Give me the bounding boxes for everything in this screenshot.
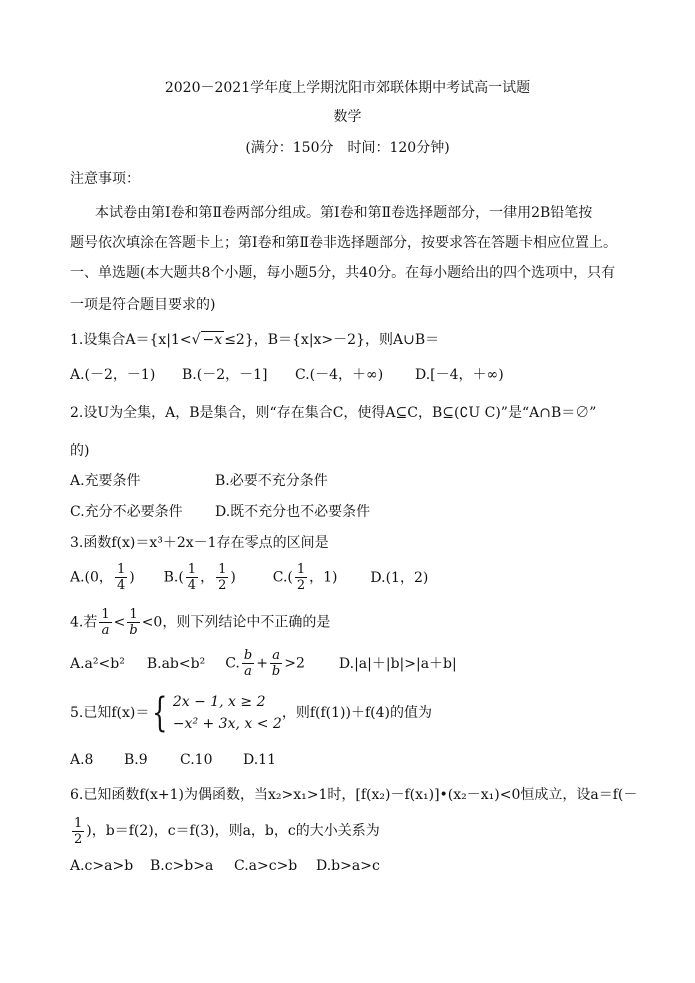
- q1-option-c: C.(－4，＋∞): [295, 367, 384, 383]
- q2-option-c: C.充分不必要条件: [70, 504, 183, 520]
- notes-line-2: 题号依次填涂在答题卡上；第Ⅰ卷和第Ⅱ卷非选择题部分，按要求答在答题卡相应位置上。: [70, 235, 618, 251]
- section-heading-line-2: 一项是符合题目要求的): [70, 297, 216, 313]
- q3-option-a: A.(0， $\frac{1}{4}$ ): [70, 562, 135, 593]
- question-4: 4.若 $\frac{1}{a}$ < $\frac{1}{b}$ <0，则下列结论中不正确的是: [70, 607, 331, 638]
- q6-option-c: C.a>c>b: [234, 858, 298, 874]
- q3-option-d: D.(1，2): [370, 569, 429, 586]
- q4-option-b: B.ab<b²: [146, 655, 206, 672]
- section-heading-line-1: 一、单选题(本大题共8个小题，每小题5分，共40分。在每小题给出的四个选项中，只有: [70, 265, 616, 281]
- question-1: [70, 331, 439, 349]
- question-6-line-1: 6.已知函数f(x+1)为偶函数，当x₂>x₁>1时，[f(x₂)－f(x₁)]•(x₂－x₁)<0恒成立，设a＝f(－: [70, 787, 638, 803]
- q6-option-a: A.c>a>b: [70, 858, 134, 874]
- q3-option-c: C.( $\frac{1}{2}$ ，1): [272, 562, 338, 593]
- sqrt-expr: √ −x: [191, 332, 223, 348]
- q4-option-d: D.|a|＋|b|>|a＋b|: [338, 655, 457, 672]
- q5-option-b: B.9: [124, 752, 148, 768]
- exam-meta: (满分：150分 时间：120分钟): [245, 140, 450, 156]
- notes-heading: 注意事项：: [70, 171, 140, 187]
- q4-option-a: A.a²<b²: [70, 655, 125, 672]
- notes-line-1: 本试卷由第Ⅰ卷和第Ⅱ卷两部分组成。第Ⅰ卷和第Ⅱ卷选择题部分，一律用2B铅笔按: [95, 205, 593, 221]
- question-5: 5.已知f(x)＝ { 2x − 1, x ≥ 2 −x² + 3x, x < 2 ，则f(f(1))＋f(4)的值为: [70, 690, 432, 736]
- q2-options-row-2: [70, 503, 370, 521]
- q1-text-post: ≤2}，B＝{x|x>－2}，则A∪B＝: [224, 332, 440, 348]
- q4-option-c: C. $\frac{b}{a}$ + $\frac{a}{b}$ >2: [225, 648, 305, 679]
- q2-options-row-1: [70, 472, 328, 490]
- q1-options: [70, 366, 504, 384]
- q3-options: [70, 562, 428, 593]
- q2-option-a: A.充要条件: [70, 473, 141, 489]
- q1-option-a: A.(－2，－1): [70, 367, 156, 383]
- piecewise-function: { 2x − 1, x ≥ 2 −x² + 3x, x < 2: [152, 690, 282, 736]
- q1-option-b: B.(－2，－1]: [182, 367, 268, 383]
- q6-option-d: D.b>a>c: [316, 858, 380, 874]
- q5-option-c: C.10: [180, 752, 213, 768]
- question-2-line-1: 2.设U为全集，A，B是集合，则“存在集合C，使得A⊆C，B⊆(∁U C)”是“A∩B＝∅”: [70, 405, 597, 421]
- q5-options: [70, 751, 276, 769]
- sqrt-radicand: −x: [202, 332, 223, 348]
- question-6-line-2: $\frac{1}{2}$ )，b＝f(2)，c＝f(3)，则a，b，c的大小关系为: [74, 815, 380, 847]
- q5-option-d: D.11: [243, 752, 276, 768]
- question-2-line-2: 的): [70, 443, 90, 459]
- subject-title: 数学: [333, 109, 362, 125]
- q2-option-d: D.既不充分也不必要条件: [215, 504, 371, 520]
- q6-options: [70, 857, 380, 875]
- q1-option-d: D.[－4，＋∞): [415, 367, 504, 383]
- q3-option-b: B.( $\frac{1}{4}$ ， $\frac{1}{2}$ ): [163, 562, 236, 593]
- q2-option-b: B.必要不充分条件: [215, 473, 328, 489]
- q6-option-b: B.c>b>a: [150, 858, 214, 874]
- q1-text-pre: 1.设集合A＝{x|1<: [70, 332, 192, 348]
- q4-options: [70, 648, 457, 679]
- q5-option-a: A.8: [70, 752, 94, 768]
- question-3: 3.函数f(x)＝x³＋2x－1存在零点的区间是: [70, 535, 329, 551]
- exam-title: 2020－2021学年度上学期沈阳市郊联体期中考试高一试题: [164, 80, 531, 96]
